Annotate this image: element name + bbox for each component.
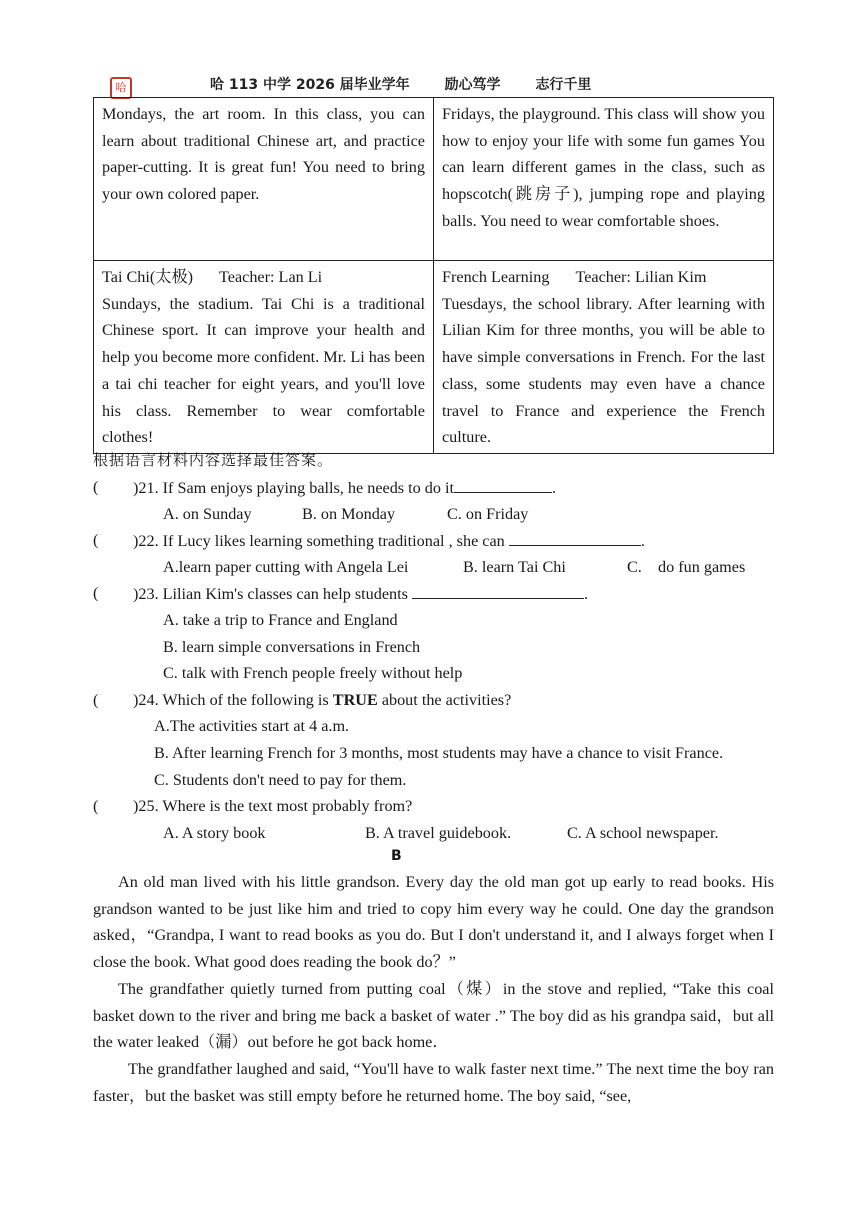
art-class-cell: Mondays, the art room. In this class, you can learn about traditional Chinese art, and practice paper-cutting. It is great fun! You need to bring your own colored paper. (94, 98, 434, 261)
passage-b (93, 869, 774, 1109)
answer-blank[interactable] (509, 531, 641, 546)
table-row (94, 261, 774, 454)
tai-chi-heading (102, 264, 425, 291)
answer-paren[interactable]: ( (93, 584, 99, 602)
school-logo-icon: 哈 (110, 77, 132, 99)
games-class-cell: Fridays, the playground. This class will show you how to enjoy your life with some fun games You can learn different games in the class, such as hopscotch(跳房子), jumping rope and playing balls. You need to wear comfortable shoes. (434, 98, 774, 261)
class-teacher: Teacher: Lilian Kim (575, 268, 707, 286)
option-c: C. Students don't need to pay for them. (154, 771, 407, 789)
option-a: A.The activities start at 4 a.m. (154, 717, 350, 735)
french-heading (442, 264, 765, 291)
header-motto-2: 志行千里 (535, 77, 592, 93)
option-b: B. After learning French for 3 months, most students may have a chance to visit France. (154, 744, 724, 762)
passage-paragraph-2: The grandfather quietly turned from putting coal（煤）in the stove and replied, “Take this coal basket down to the river and bring me back a basket of water .” The boy did as his grandpa said，but all the water leaked（漏）out before he got back home． (93, 979, 774, 1052)
french-description: Tuesdays, the school library. After learning with Lilian Kim for three months, you will be able to have simple conversations in French. For the last class, some students may even have a chance travel to France and experience the French culture. (442, 294, 765, 447)
question-text: )23. Lilian Kim's classes can help students . (133, 585, 588, 603)
tai-chi-description: Sundays, the stadium. Tai Chi is a traditional Chinese sport. It can improve your health and help you become more confident. Mr. Li has been a tai chi teacher for eight years, and you'll love his class. Remember to wear comfortable clothes! (102, 294, 425, 447)
option-b: B. learn Tai Chi (463, 558, 566, 576)
classes-table (93, 97, 774, 454)
question-text: )22. If Lucy likes learning something traditional , she can . (133, 532, 645, 550)
page-header (210, 74, 621, 94)
option-c: C. A school newspaper. (567, 824, 719, 842)
option-b: B. A travel guidebook. (365, 824, 512, 842)
section-b-title: B (391, 848, 402, 864)
header-school: 哈 113 中学 2026 届毕业学年 (210, 77, 410, 93)
french-class-cell (434, 261, 774, 454)
question-text: )21. If Sam enjoys playing balls, he needs to do it . (133, 479, 557, 497)
question-text: )25. Where is the text most probably from? (133, 797, 413, 815)
tai-chi-class-cell (94, 261, 434, 454)
passage-paragraph-1: An old man lived with his little grandson. Every day the old man got up early to read books. His grandson wanted to be just like him and tried to copy him every way he could. One day the grandson asked，“Grandpa, I want to read books as you do. But I don't understand it, and I always forget when I close the book. What good does reading the book do？” (93, 873, 774, 972)
option-a: A. take a trip to France and England (163, 611, 398, 629)
option-a: A. A story book (163, 824, 266, 842)
answer-blank[interactable] (412, 584, 584, 599)
class-teacher: Teacher: Lan Li (219, 268, 323, 286)
option-b: B. on Monday (302, 505, 396, 523)
class-name: Tai Chi(太极) (102, 268, 194, 286)
instruction-text: 根据语言材料内容选择最佳答案。 (93, 451, 334, 469)
answer-paren[interactable]: ( (93, 691, 99, 709)
answer-blank[interactable] (454, 478, 552, 493)
option-a: A.learn paper cutting with Angela Lei (163, 558, 409, 576)
option-c: C. talk with French people freely without help (163, 664, 463, 682)
option-a: A. on Sunday (163, 505, 252, 523)
passage-paragraph-3: The grandfather laughed and said, “You'll have to walk faster next time.” The next time the boy ran faster，but the basket was still empty before he returned home. The boy said, “see, (93, 1059, 774, 1105)
question-text: )24. Which of the following is TRUE about the activities? (133, 691, 512, 709)
answer-paren[interactable]: ( (93, 478, 99, 496)
answer-paren[interactable]: ( (93, 797, 99, 815)
option-b: B. learn simple conversations in French (163, 638, 421, 656)
header-motto-1: 励心笃学 (444, 77, 501, 93)
answer-paren[interactable]: ( (93, 531, 99, 549)
table-row (94, 98, 774, 261)
class-name: French Learning (442, 268, 550, 286)
option-c: C. on Friday (447, 505, 529, 523)
option-c: C. do fun games (627, 558, 746, 576)
